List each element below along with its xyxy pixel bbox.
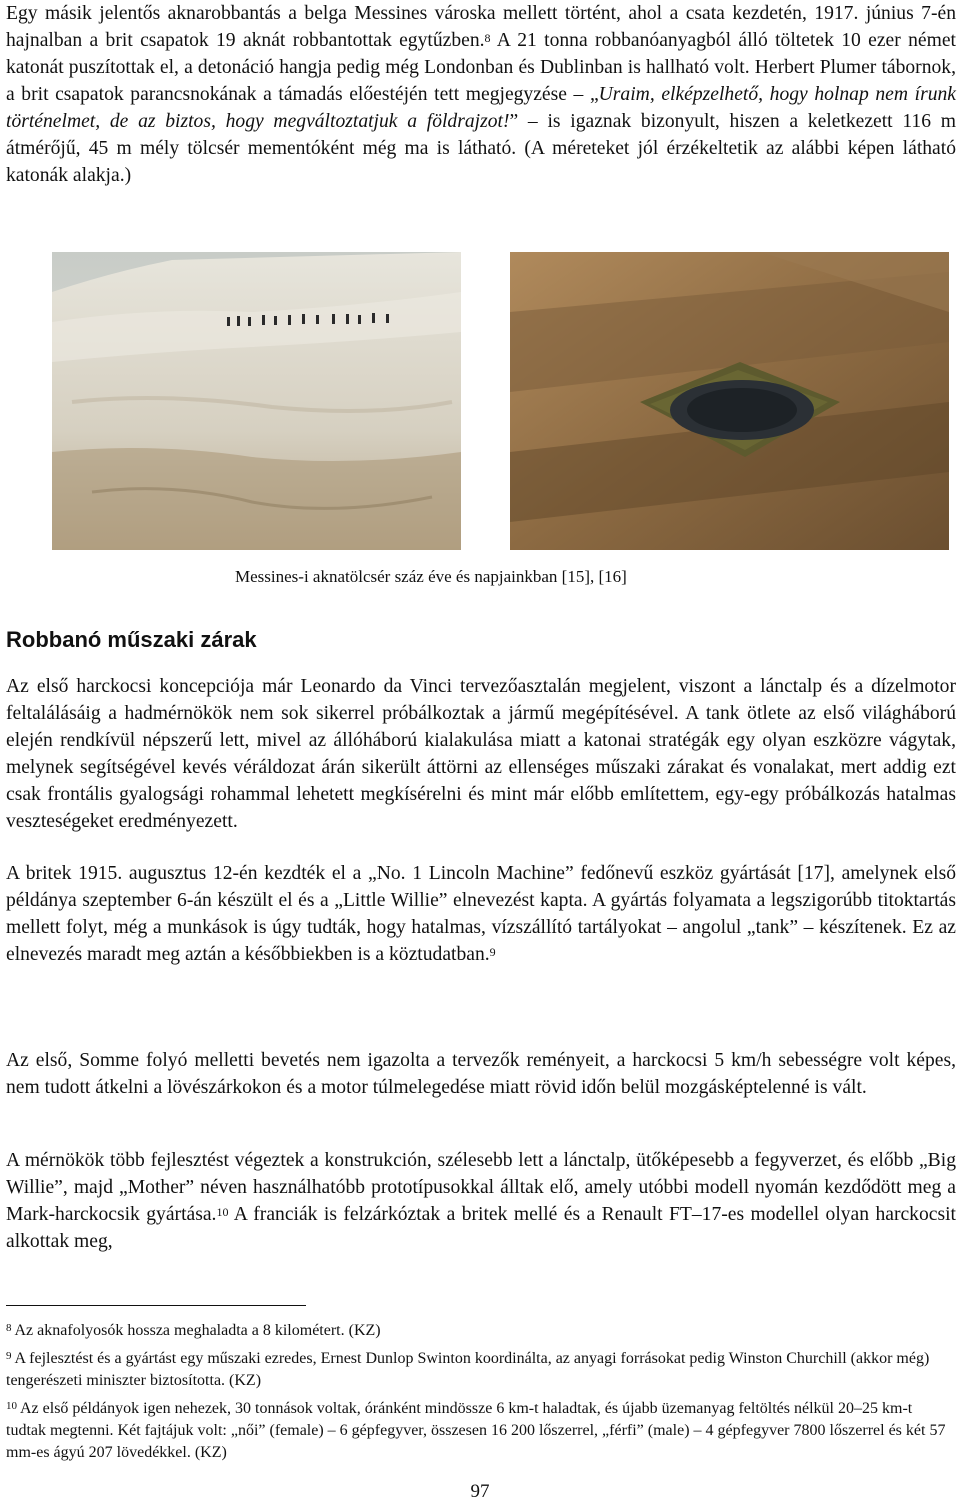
- paragraph-text: A mérnökök több fejlesztést végeztek a konstrukción, szélesebb lett a lánctalp, ütőképesebb a fegyverzet, és előbb „Big Willie”, majd „Mother” néven használhatóbb prototípusokkal álltak elő, amely utóbbi modell nyomán kezdődött meg a Mark-harckocsik gyártása.: [6, 1150, 956, 1225]
- figure-caption: Messines-i aknatölcsér száz éve és napjainkban [15], [16]: [235, 567, 627, 586]
- paragraph-messines: [6, 0, 956, 189]
- footnote-text: Az aknafolyosók hossza meghaladta a 8 kilométert. (KZ): [14, 1322, 381, 1339]
- footnote-8: [6, 1320, 950, 1342]
- plumer-quote: Uraim, elképzelhető, hogy holnap nem írunk történelmet, de az biztos, hogy megváltoztatjuk a földrajzot!: [6, 84, 956, 132]
- crater-historic-photo: [52, 252, 461, 550]
- footnote-text: A fejlesztést és a gyártást egy műszaki ezredes, Ernest Dunlop Swinton koordinálta, az anyagi forrásokat pedig Winston Churchill (akkor még) tengerészeti miniszter biztosította. (KZ): [6, 1350, 930, 1389]
- crater-aerial-photo: [510, 252, 949, 550]
- paragraph-text: Egy másik jelentős aknarobbantás a belga Messines városka mellett történt, ahol a csata kezdetén, 1917. június 7-én hajnalban a brit csapatok 19 aknát robbantottak egytűzben.: [6, 3, 956, 51]
- footnote-text: Az első példányok igen nehezek, 30 tonnások voltak, óránként mindössze 6 km-t haladtak, és újabb üzemanyag feltöltés nélkül 20–25 km-t tudtak megtenni. Két fajtájuk volt: „női” (female) – 6 gépfegyver, összesen 16 200 lőszerrel, „férfi” (male) – 4 gépfegyver 7800 lőszerrel és két 57 mm-es ágyú 207 lövedékkel. (KZ): [6, 1400, 946, 1461]
- paragraph-text: A 21 tonna robbanóanyagból álló töltetek 10 ezer német katonát puszítottak el, a detonáció hangja pedig még Londonban és Dublinban is hallható volt. Herbert Plumer tábornok, a brit csapatok parancsnokának a támadás előestéjén tett megjegyzése – „: [6, 30, 956, 105]
- footnote-number: 10: [6, 1400, 17, 1412]
- footnote-ref-10[interactable]: 10: [216, 1205, 229, 1219]
- footnote-ref-9[interactable]: 9: [489, 945, 496, 959]
- footnote-9: [6, 1348, 950, 1392]
- paragraph-text: A britek 1915. augusztus 12-én kezdték el a „No. 1 Lincoln Machine” fedőnevű eszköz gyártását [17], amelynek első példánya szeptember 6-án készült el és a „Little Willie” elnevezést kapta. A gyártás folyamata a legszigorúbb titoktartás mellett folyt, még a munkások is úgy tudták, hogy hatalmas, vízszállító tartályokat – angolul „tank” – készítenek. Ez az elnevezés maradt meg aztán a későbbiekben is a köztudatban.: [6, 863, 956, 965]
- paragraph-text: A franciák is felzárkóztak a britek mellé és a Renault FT–17-es modellel olyan harckocsit alkottak meg,: [6, 1204, 956, 1252]
- section-title: Robbanó műszaki zárak: [6, 627, 257, 652]
- footnote-number: 9: [6, 1350, 12, 1362]
- footnote-ref-8[interactable]: 8: [484, 31, 491, 45]
- paragraph-somme: Az első, Somme folyó melletti bevetés nem igazolta a tervezők reményeit, a harckocsi 5 km/h sebességre volt képes, nem tudott átkelni a lövészárkokon és a motor túlmelegedése miatt rövid időn belül mozgásképtelenné is vált.: [6, 1050, 956, 1098]
- footnote-divider: [6, 1305, 306, 1306]
- paragraph-engineers: [6, 1147, 956, 1255]
- footnote-10: [6, 1398, 950, 1464]
- footnote-number: 8: [6, 1322, 12, 1334]
- page-number: 97: [470, 1481, 490, 1502]
- paragraph-tank-concept: Az első harckocsi koncepciója már Leonardo da Vinci tervezőasztalán megjelent, viszont a lánctalp és a dízelmotor feltalálásáig a hadmérnökök nem sok sikerrel próbálkoztak a jármű megépítésével. A tank ötlete az első világháború elején rendkívül népszerű lett, mivel az állóháború kialakulása miatt a katonai stratégák egy olyan eszközre vágytak, melynek segítségével kevés véráldozat árán sikerült áttörni az ellenséges műszaki zárakat és vonalakat, mert addig ezt csak frontális gyalogsági rohammal lehetett megkísérelni és mint már előbb említettem, egy-egy próbálkozás hatalmas veszteségeket eredményezett.: [6, 676, 956, 832]
- paragraph-lincoln-machine: [6, 860, 956, 968]
- paragraph-text: ” – is igaznak bizonyult, hiszen a keletkezett 116 m átmérőjű, 45 m mély tölcsér mementóként még ma is látható. (A méreteket jól érzékeltetik az alábbi képen látható katonák alakja.): [6, 111, 956, 186]
